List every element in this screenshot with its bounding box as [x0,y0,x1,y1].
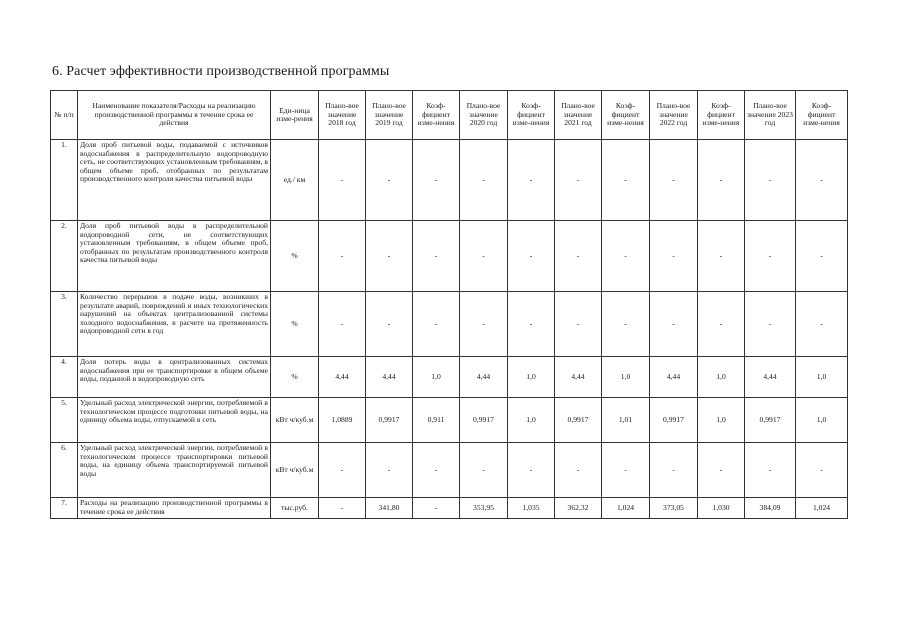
value-cell: - [366,140,413,221]
value-cell: - [413,221,460,292]
unit-cell: % [271,292,319,357]
value-cell: 373,05 [650,498,698,519]
value-cell: - [508,292,555,357]
column-header: Наименование показателя/Расходы на реализацию производственной программы в течение срока ее действия [78,91,271,140]
value-cell: - [460,292,508,357]
table-row [51,398,848,443]
indicator-name: Доля потерь воды в централизованных системах водоснабжения при ее транспортировке в общем объеме воды, поданной в водопроводную сеть [78,357,271,398]
column-header: № п/п [51,91,78,140]
table-row [51,221,848,292]
column-header: Плано-вое значение 2020 год [460,91,508,140]
indicator-name: Удельный расход электрической энергии, потребляемой в технологическом процессе подготовки питьевой воды, на единицу объема воды, отпускаемой в сеть [78,398,271,443]
unit-cell: ед./ км [271,140,319,221]
table-row [51,357,848,398]
unit-cell: кВт ч/куб.м [271,443,319,498]
value-cell: - [745,140,796,221]
unit-cell: тыс.руб. [271,498,319,519]
page-title: 6. Расчет эффективности производственной программы [52,64,390,79]
table-header-row [51,91,848,140]
value-cell: - [650,292,698,357]
value-cell: 4,44 [745,357,796,398]
value-cell: 4,44 [555,357,602,398]
value-cell: - [745,292,796,357]
column-header: Коэф-фициент изме-нения [698,91,745,140]
efficiency-table [50,90,848,519]
value-cell: 0,9917 [366,398,413,443]
value-cell: 1,024 [602,498,650,519]
value-cell: - [555,292,602,357]
column-header: Еди-ница изме-рения [271,91,319,140]
indicator-name: Удельный расход электрической энергии, потребляемой в технологическом процессе транспортировки питьевой воды, на единицу объема транспортируемой питьевой воды [78,443,271,498]
value-cell: 1,030 [698,498,745,519]
column-header: Плано-вое значение 2023 год [745,91,796,140]
column-header: Плано-вое значение 2019 год [366,91,413,140]
value-cell: - [508,443,555,498]
value-cell: - [319,443,366,498]
value-cell: - [602,443,650,498]
row-number: 4. [51,357,78,398]
value-cell: - [650,443,698,498]
value-cell: 4,44 [650,357,698,398]
value-cell: 0,9917 [460,398,508,443]
value-cell: - [796,221,848,292]
indicator-name: Расходы на реализацию производственной программы в течение срока ее действия [78,498,271,519]
value-cell: 1,035 [508,498,555,519]
value-cell: 0,911 [413,398,460,443]
value-cell: 1,0 [698,398,745,443]
row-number: 2. [51,221,78,292]
column-header: Коэф-фициент изме-нения [602,91,650,140]
value-cell: - [602,221,650,292]
column-header: Плано-вое значение 2018 год [319,91,366,140]
indicator-name: Доля проб питьевой воды, подаваемой с источников водоснабжения в распределительную водопроводную сеть, не соответствующих установленным требованиям, в общем объеме проб, отобранных по результатам производственного контроля качества питьевой воды [78,140,271,221]
value-cell: - [796,292,848,357]
value-cell: - [319,140,366,221]
unit-cell: % [271,357,319,398]
value-cell: - [698,443,745,498]
value-cell: 353,95 [460,498,508,519]
column-header: Плано-вое значение 2021 год [555,91,602,140]
table-row [51,443,848,498]
value-cell: 1,01 [602,398,650,443]
indicator-name: Количество перерывов в подаче воды, возникших в результате аварий, повреждений и иных технологических нарушений на объектах централизованной системы холодного водоснабжения, в расчете на протяженность водопроводной сети в год [78,292,271,357]
value-cell: 4,44 [366,357,413,398]
table-row [51,292,848,357]
unit-cell: кВт ч/куб.м [271,398,319,443]
value-cell: - [555,443,602,498]
unit-cell: % [271,221,319,292]
value-cell: - [413,292,460,357]
value-cell: - [413,140,460,221]
column-header: Коэф-фициент изме-нения [413,91,460,140]
value-cell: - [319,292,366,357]
table-row [51,498,848,519]
value-cell: 1,024 [796,498,848,519]
value-cell: - [745,221,796,292]
value-cell: 1,0 [796,357,848,398]
table-row [51,140,848,221]
value-cell: 4,44 [319,357,366,398]
value-cell: - [319,498,366,519]
column-header: Коэф-фициент изме-нения [796,91,848,140]
column-header: Коэф-фициент изме-нения [508,91,555,140]
value-cell: 362,32 [555,498,602,519]
row-number: 1. [51,140,78,221]
value-cell: - [602,140,650,221]
value-cell: 1,0 [698,357,745,398]
value-cell: 1,0 [602,357,650,398]
value-cell: - [650,221,698,292]
value-cell: - [698,140,745,221]
value-cell: - [366,443,413,498]
value-cell: 1,0 [413,357,460,398]
value-cell: - [319,221,366,292]
row-number: 5. [51,398,78,443]
value-cell: - [413,443,460,498]
value-cell: - [413,498,460,519]
row-number: 7. [51,498,78,519]
value-cell: - [460,140,508,221]
row-number: 6. [51,443,78,498]
value-cell: - [698,221,745,292]
value-cell: - [745,443,796,498]
value-cell: - [508,140,555,221]
value-cell: 4,44 [460,357,508,398]
value-cell: 1,0 [796,398,848,443]
value-cell: 0,9917 [650,398,698,443]
value-cell: - [796,140,848,221]
value-cell: - [650,140,698,221]
value-cell: - [796,443,848,498]
value-cell: 0,9917 [555,398,602,443]
value-cell: - [555,221,602,292]
value-cell: - [555,140,602,221]
value-cell: - [366,221,413,292]
value-cell: - [366,292,413,357]
column-header: Плано-вое значение 2022 год [650,91,698,140]
indicator-name: Доля проб питьевой воды в распределительной водопроводной сети, не соответствующих установленным требованиям, в общем объеме проб, отобранных по результатам производственного контроля качества питьевой воды [78,221,271,292]
value-cell: 0,9917 [745,398,796,443]
row-number: 3. [51,292,78,357]
value-cell: 341,80 [366,498,413,519]
value-cell: 384,09 [745,498,796,519]
value-cell: - [602,292,650,357]
value-cell: - [460,443,508,498]
value-cell: 1,0889 [319,398,366,443]
value-cell: 1,0 [508,398,555,443]
value-cell: - [460,221,508,292]
value-cell: 1,0 [508,357,555,398]
value-cell: - [508,221,555,292]
value-cell: - [698,292,745,357]
